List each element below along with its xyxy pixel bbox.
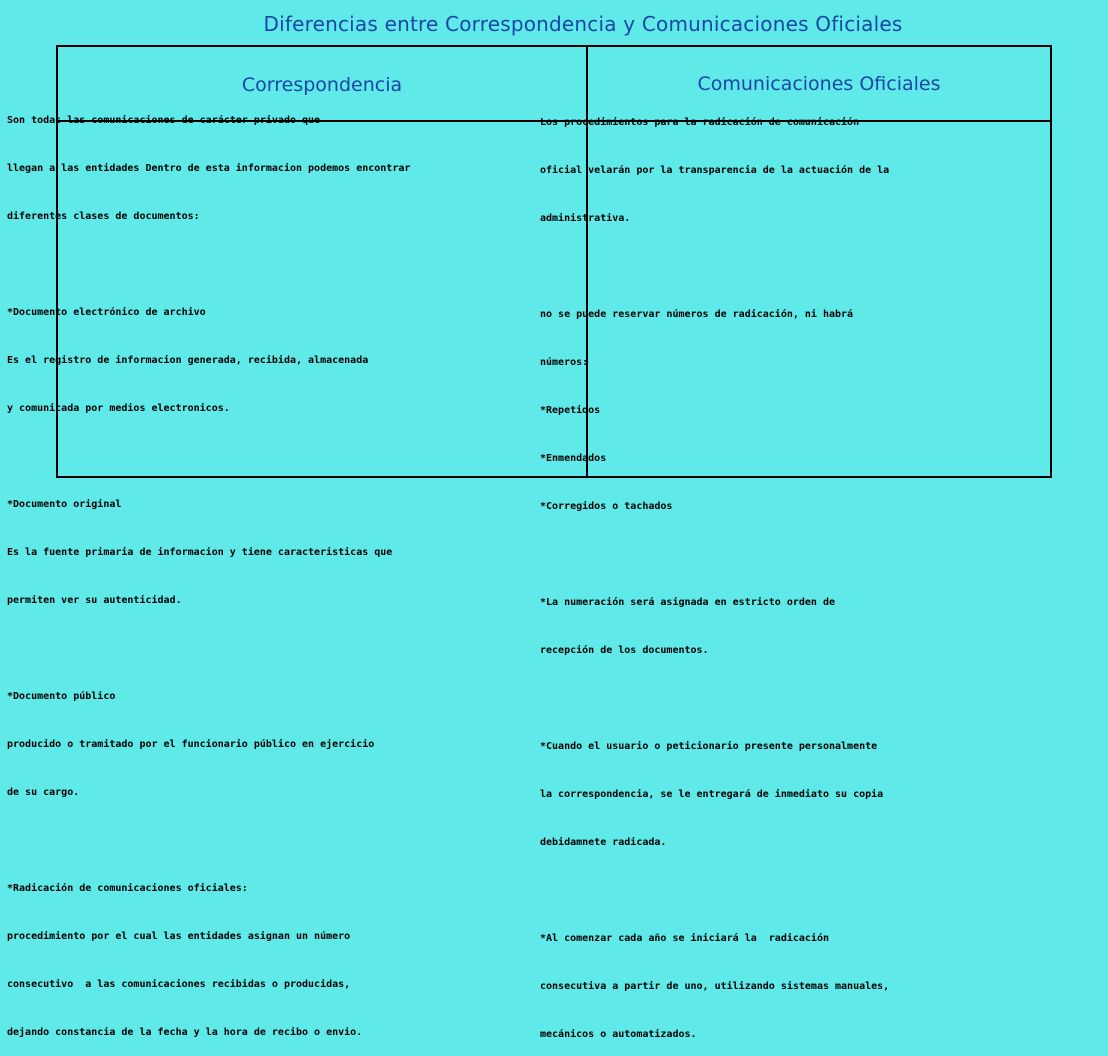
text-line: Es el registro de informacion generada, recibida, almacenada	[7, 355, 369, 366]
text-line: permiten ver su autenticidad.	[7, 595, 182, 606]
text-line: *Documento original	[7, 499, 122, 510]
text-line: producido o tramitado por el funcionario público en ejercicio	[7, 739, 375, 750]
text-line: números:	[540, 357, 589, 368]
text-line: Es la fuente primaria de informacion y tiene caracteristicas que	[7, 547, 393, 558]
page-title: Diferencias entre Correspondencia y Comunicaciones Oficiales	[263, 12, 903, 36]
text-gap	[7, 257, 410, 273]
text-line: no se puede reservar números de radicación, ni habrá	[540, 309, 854, 320]
text-line: *La numeración será asignada en estricto orden de	[540, 597, 836, 608]
text-line: llegan a las entidades Dentro de esta informacion podemos encontrar	[7, 163, 411, 174]
text-line: procedimiento por el cual las entidades asignan un número	[7, 931, 351, 942]
text-line: dejando constancia de la fecha y la hora de recibo o envio.	[7, 1027, 363, 1038]
text-gap	[7, 833, 410, 849]
comunicaciones-oficiales-text	[540, 83, 889, 1056]
column-header-comunicaciones-oficiales: Comunicaciones Oficiales	[697, 72, 941, 95]
text-gap	[7, 449, 410, 465]
text-line: mecánicos o automatizados.	[540, 1029, 697, 1040]
text-line: de su cargo.	[7, 787, 80, 798]
text-line: *Cuando el usuario o peticionario presente personalmente	[540, 741, 878, 752]
text-line: *Corregidos o tachados	[540, 501, 673, 512]
text-gap	[540, 547, 889, 563]
text-line: consecutivo a las comunicaciones recibidas o producidas,	[7, 979, 351, 990]
text-gap	[540, 883, 889, 899]
text-line: administrativa.	[540, 213, 631, 224]
text-line: Son todas las comunicaciones de carácter privado que	[7, 115, 321, 126]
text-line: *Documento electrónico de archivo	[7, 307, 206, 318]
text-gap	[7, 641, 410, 657]
text-line: la correspondencia, se le entregará de inmediato su copia	[540, 789, 884, 800]
text-line: y comunicada por medios electronicos.	[7, 403, 230, 414]
text-gap	[540, 259, 889, 275]
correspondencia-text	[7, 81, 410, 1056]
text-line: *Al comenzar cada año se iniciará la radicación	[540, 933, 829, 944]
text-line: oficial velarán por la transparencia de la actuación de la	[540, 165, 890, 176]
text-line: diferentes clases de documentos:	[7, 211, 200, 222]
text-line: recepción de los documentos.	[540, 645, 709, 656]
text-line: debidamnete radicada.	[540, 837, 667, 848]
text-line: *Radicación de comunicaciones oficiales:	[7, 883, 248, 894]
text-line: *Repetidos	[540, 405, 601, 416]
text-line: *Enmendados	[540, 453, 607, 464]
column-header-correspondencia: Correspondencia	[241, 73, 403, 96]
text-line: Los procedimientos para la radicación de comunicación	[540, 117, 860, 128]
text-line: *Documento público	[7, 691, 116, 702]
text-gap	[540, 691, 889, 707]
text-line: consecutiva a partir de uno, utilizando sistemas manuales,	[540, 981, 890, 992]
